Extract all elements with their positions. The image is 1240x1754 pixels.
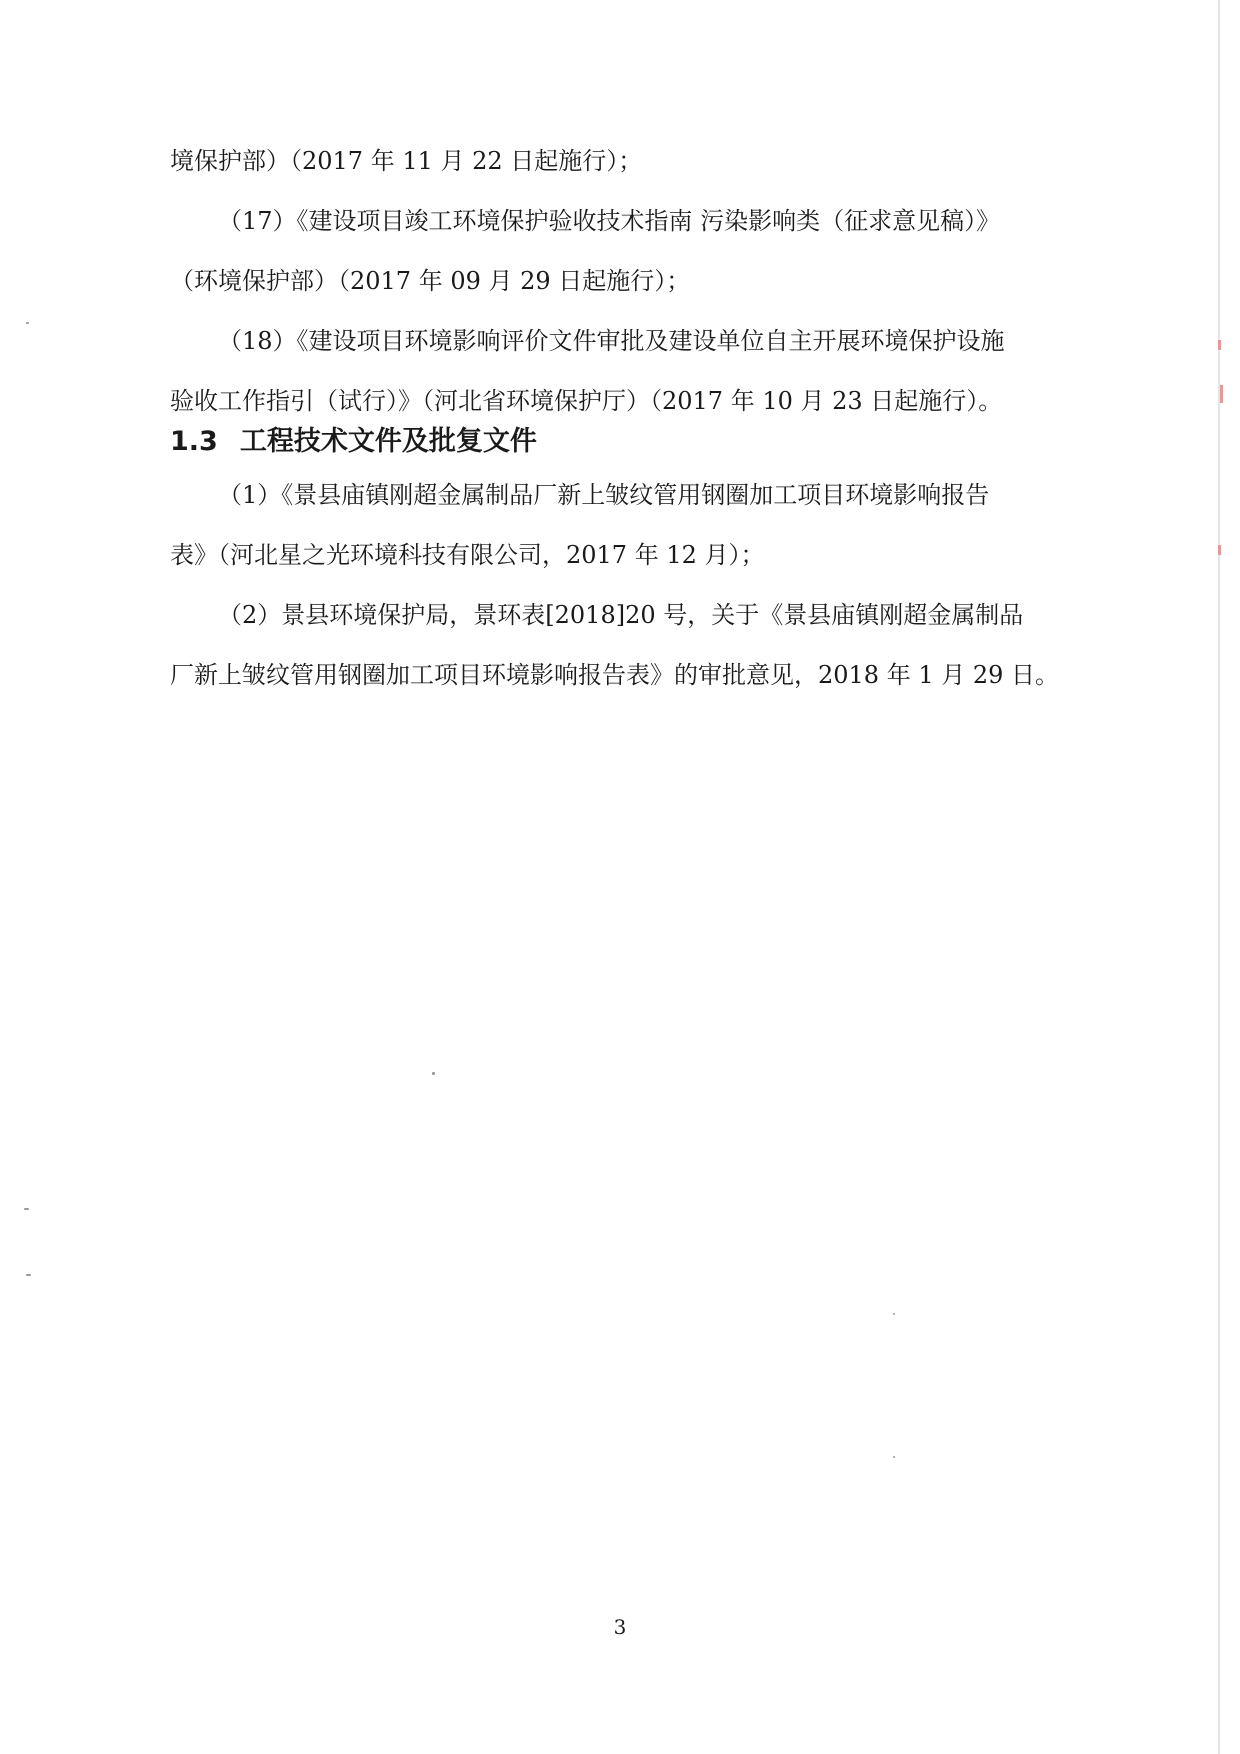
paragraph-line: （环境保护部）（2017 年 09 月 29 日起施行）； (170, 267, 691, 295)
scan-speck (893, 1456, 895, 1458)
paragraph-line: （18）《建设项目环境影响评价文件审批及建设单位自主开展环境保护设施 (218, 327, 1005, 355)
section-title: 工程技术文件及批复文件 (239, 426, 537, 457)
scan-speck (893, 1313, 895, 1315)
paragraph-line: （17）《建设项目竣工环境保护验收技术指南 污染影响类（征求意见稿）》 (218, 207, 1001, 235)
paragraph-line: （1）《景县庙镇刚超金属制品厂新上皱纹管用钢圈加工项目环境影响报告 (218, 481, 990, 509)
scan-red-mark (1218, 545, 1221, 555)
scan-red-mark (1220, 385, 1223, 403)
scan-speck (24, 1208, 29, 1210)
section-heading (170, 425, 1032, 459)
scan-speck (432, 1072, 435, 1075)
paragraph-line: （2）景县环境保护局，景环表[2018]20 号，关于《景县庙镇刚超金属制品 (218, 601, 1024, 629)
scan-speck (26, 1274, 31, 1276)
paragraph-line: 厂新上皱纹管用钢圈加工项目环境影响报告表》的审批意见，2018 年 1 月 29 日。 (170, 661, 1060, 689)
paragraph-line: 验收工作指引（试行）》（河北省环境保护厅）（2017 年 10 月 23 日起施行）。 (170, 387, 1003, 415)
scan-red-mark (1218, 340, 1221, 350)
scan-speck (26, 322, 29, 324)
paragraph-line: 境保护部）（2017 年 11 月 22 日起施行）； (170, 147, 643, 175)
page-edge-line (1218, 0, 1220, 1754)
page-number: 3 (613, 1615, 627, 1639)
paragraph-line: 表》（河北星之光环境科技有限公司，2017 年 12 月）； (170, 541, 765, 569)
section-number: 1.3 (170, 426, 218, 457)
document-body (170, 145, 1060, 719)
